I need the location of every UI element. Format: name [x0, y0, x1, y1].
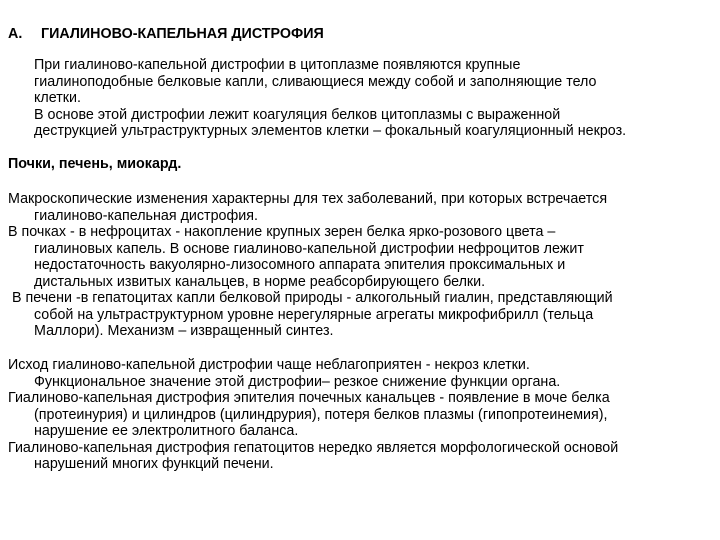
text-line: Функциональное значение этой дистрофии– резкое снижение функции органа. — [34, 373, 561, 390]
organs-line — [8, 156, 714, 173]
text-line: клетки. — [34, 90, 81, 106]
text-line: нарушение ее электролитного баланса. — [34, 423, 299, 439]
text-line: дистальных извитых канальцев, в норме реабсорбирующего белки. — [34, 273, 486, 290]
text-line: При гиалиново-капельной дистрофии в цитоплазме появляются крупные — [34, 57, 521, 73]
macro-paragraph — [8, 191, 714, 340]
text-line: Гиалиново-капельная дистрофия эпителия почечных канальцев - появление в моче белка — [8, 390, 610, 406]
text-line: Маллори). Механизм – извращенный синтез. — [34, 323, 334, 339]
outcome-paragraph — [8, 357, 714, 473]
intro-paragraph — [8, 57, 714, 140]
text-line: Макроскопические изменения характерны для тех заболеваний, при которых встречается — [8, 191, 608, 207]
text-line: В печени -в гепатоцитах капли белковой природы - алкогольный гиалин, представляющий — [12, 290, 613, 306]
section-heading — [8, 26, 324, 43]
text-line: недостаточность вакуолярно-лизосомного аппарата эпителия проксимальных и — [34, 257, 566, 273]
section-letter: А. — [8, 26, 23, 42]
text-line: В почках - в нефроцитах - накопление крупных зерен белка ярко-розового цвета – — [8, 224, 556, 240]
text-line: Исход гиалиново-капельной дистрофии чаще неблагоприятен - некроз клетки. — [8, 357, 530, 373]
text-line: гиалиновых капель. В основе гиалиново-капельной дистрофии нефроцитов лежит — [34, 240, 584, 257]
text-line: гиалиноподобные белковые капли, сливающиеся между собой и заполняющие тело — [34, 73, 597, 90]
text-line: В основе этой дистрофии лежит коагуляция белков цитоплазмы с выраженной — [34, 106, 561, 123]
text-line: собой на ультраструктурном уровне нерегулярные агрегаты микрофибрилл (тельца — [34, 306, 594, 323]
text-line: гиалиново-капельная дистрофия. — [34, 207, 258, 224]
text-line: (протеинурия) и цилиндров (цилиндрурия), потеря белков плазмы (гипопротеинемия), — [34, 406, 608, 423]
text-line: деструкцией ультраструктурных элементов клетки – фокальный коагуляционный некроз. — [34, 123, 627, 139]
text-line: Гиалиново-капельная дистрофия гепатоцитов нередко является морфологической основой — [8, 439, 619, 456]
organs-text: Почки, печень, миокард. — [8, 156, 182, 172]
text-line: нарушений многих функций печени. — [34, 456, 274, 472]
section-title: ГИАЛИНОВО-КАПЕЛЬНАЯ ДИСТРОФИЯ — [41, 26, 324, 42]
